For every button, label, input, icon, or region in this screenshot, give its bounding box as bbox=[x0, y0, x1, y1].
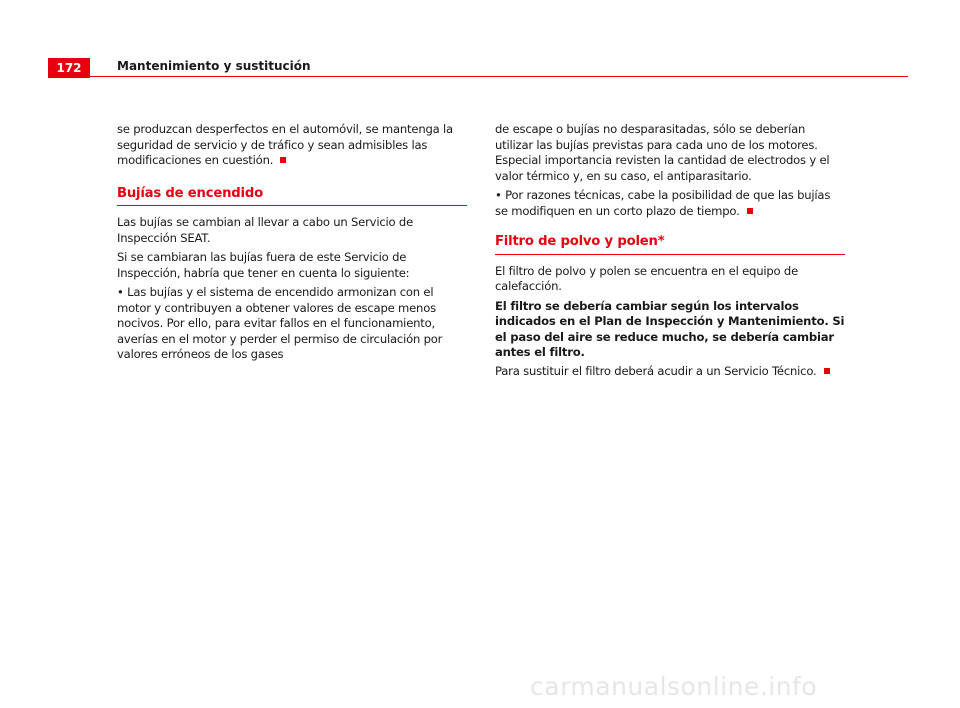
left-paragraph-3: • Las bujías y el sistema de encendido armonizan con el motor y contribuyen a obtener valores de escape menos nocivos. Por ello, para evitar fallos en el funcionamiento, averías en el motor y perder el permiso de circulación por valores erróneos de los gases bbox=[117, 284, 443, 362]
end-of-section-icon bbox=[280, 157, 286, 163]
right-paragraph-5 bbox=[495, 364, 845, 380]
end-of-section-icon bbox=[824, 368, 830, 374]
right-paragraph-3: El filtro de polvo y polen se encuentra en el equipo de calefacción. bbox=[495, 263, 799, 294]
watermark: carmanualsonline.info bbox=[530, 672, 818, 701]
header-rule bbox=[90, 76, 908, 77]
end-of-section-icon bbox=[747, 208, 753, 214]
left-intro-paragraph bbox=[117, 122, 467, 169]
right-paragraph-5-text: Para sustituir el filtro deberá acudir a un Servicio Técnico. bbox=[495, 363, 817, 378]
right-column bbox=[495, 122, 845, 383]
right-paragraph-1: de escape o bujías no desparasitadas, sólo se deberían utilizar las bujías previstas para cada uno de los motores. Especial importancia revisten la cantidad de electrodos y el valor térmico y, en su caso, el antiparasitario. bbox=[495, 122, 830, 183]
left-paragraph-2: Si se cambiaran las bujías fuera de este Servicio de Inspección, habría que tener en cuenta lo siguiente: bbox=[117, 250, 410, 280]
section-heading-bujias: Bujías de encendido bbox=[117, 186, 467, 207]
chapter-title: Mantenimiento y sustitución bbox=[117, 59, 311, 73]
left-paragraph-1: Las bujías se cambian al llevar a cabo un Servicio de Inspección SEAT. bbox=[117, 215, 414, 245]
right-paragraph-4-warning: El filtro se debería cambiar según los intervalos indicados en el Plan de Inspección y Mantenimiento. Si el paso del aire se reduce mucho, se debería cambiar antes el filtro. bbox=[495, 298, 845, 360]
left-intro-text: se produzcan desperfectos en el automóvil, se mantenga la seguridad de servicio y de tráfico y sean admisibles las modificaciones en cuestión. bbox=[117, 122, 453, 168]
right-paragraph-2 bbox=[495, 188, 845, 219]
left-column bbox=[117, 122, 467, 367]
page-number: 172 bbox=[48, 58, 90, 78]
section-heading-filtro: Filtro de polvo y polen* bbox=[495, 234, 845, 255]
right-paragraph-2-text: • Por razones técnicas, cabe la posibilidad de que las bujías se modifiquen en un corto plazo de tiempo. bbox=[495, 187, 831, 218]
